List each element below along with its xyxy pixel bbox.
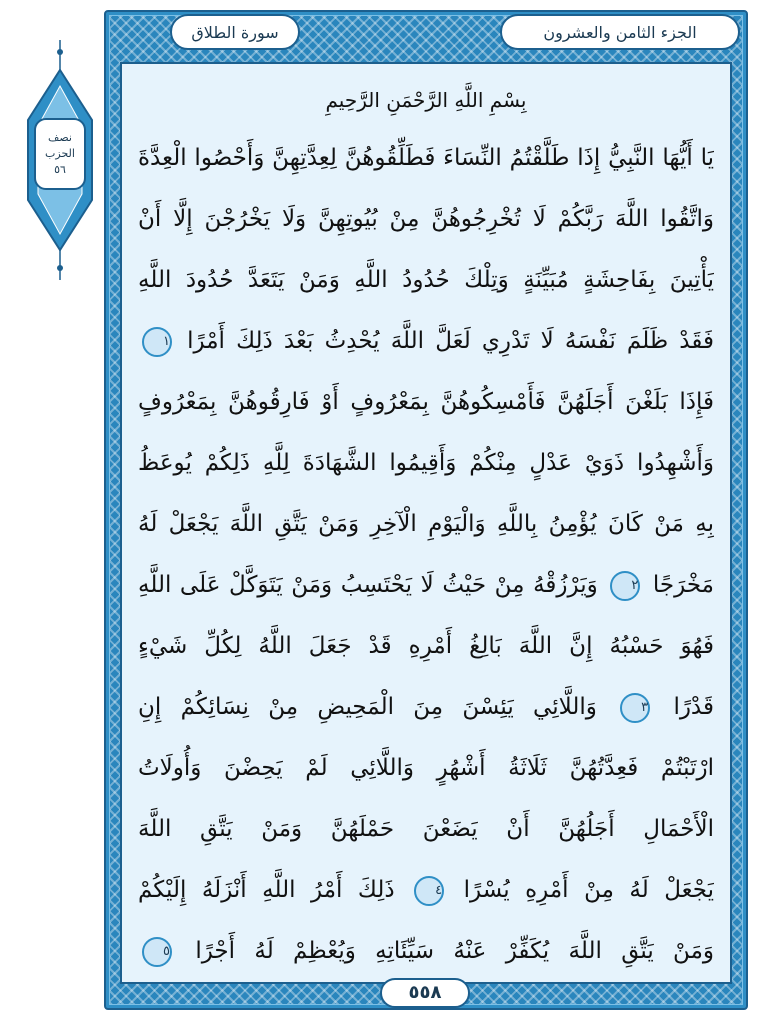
verse-lines xyxy=(138,128,714,982)
ayah-number-marker: ٢ xyxy=(610,571,640,601)
hizb-label-text: الحزب xyxy=(45,147,75,160)
ayah-number-marker: ٤ xyxy=(414,876,444,906)
surah-title-text: سورة الطلاق xyxy=(191,22,279,42)
hizb-label-box xyxy=(34,118,86,190)
ayah-number-marker: ٥ xyxy=(142,937,172,967)
juz-title-text: الجزء الثامن والعشرون xyxy=(543,22,697,42)
verse-line: الْأَحْمَالِ أَجَلُهُنَّ أَنْ يَضَعْنَ حَمْلَهُنَّ وَمَنْ يَتَّقِ اللَّهَ xyxy=(138,816,714,842)
verse-line: فَقَدْ ظَلَمَ نَفْسَهُ لَا تَدْرِي لَعَلَّ اللَّهَ يُحْدِثُ بَعْدَ ذَلِكَ أَمْرًا ١ xyxy=(138,311,714,372)
verse-line: يَا أَيُّهَا النَّبِيُّ إِذَا طَلَّقْتُمُ النِّسَاءَ فَطَلِّقُوهُنَّ لِعِدَّتِهِنَّ وَأَحْصُوا الْعِدَّةَ xyxy=(138,145,714,171)
verse-line: يَأْتِينَ بِفَاحِشَةٍ مُبَيِّنَةٍ وَتِلْكَ حُدُودُ اللَّهِ وَمَنْ يَتَعَدَّ حُدُودَ اللَّهِ xyxy=(138,267,714,293)
verse-line: فَهُوَ حَسْبُهُ إِنَّ اللَّهَ بَالِغُ أَمْرِهِ قَدْ جَعَلَ اللَّهُ لِكُلِّ شَيْءٍ xyxy=(138,633,714,659)
basmala: بِسْمِ اللَّهِ الرَّحْمَنِ الرَّحِيمِ xyxy=(325,88,527,112)
verse-line: وَأَشْهِدُوا ذَوَيْ عَدْلٍ مِنْكُمْ وَأَقِيمُوا الشَّهَادَةَ لِلَّهِ ذَلِكُمْ يُوعَظُ xyxy=(138,450,714,476)
page-number: ٥٥٨ xyxy=(380,978,470,1008)
verse-line: وَاتَّقُوا اللَّهَ رَبَّكُمْ لَا تُخْرِجُوهُنَّ مِنْ بُيُوتِهِنَّ وَلَا يَخْرُجْنَ إِلَّا أَنْ xyxy=(138,206,714,232)
verse-line: يَجْعَلْ لَهُ مِنْ أَمْرِهِ يُسْرًا ٤ ذَلِكَ أَمْرُ اللَّهِ أَنْزَلَهُ إِلَيْكُمْ xyxy=(138,860,714,921)
verse-line: فَإِذَا بَلَغْنَ أَجَلَهُنَّ فَأَمْسِكُوهُنَّ بِمَعْرُوفٍ أَوْ فَارِقُوهُنَّ بِمَعْرُوفٍ xyxy=(138,389,714,415)
juz-title xyxy=(500,14,740,50)
verse-line: قَدْرًا ٣ وَاللَّائِي يَئِسْنَ مِنَ الْمَحِيضِ مِنْ نِسَائِكُمْ إِنِ xyxy=(138,677,714,738)
hizb-number-text: ٥٦ xyxy=(54,163,66,176)
ayah-number-marker: ١ xyxy=(142,327,172,357)
verse-line: مَخْرَجًا ٢ وَيَرْزُقْهُ مِنْ حَيْثُ لَا يَحْتَسِبُ وَمَنْ يَتَوَكَّلْ عَلَى اللَّهِ xyxy=(138,555,714,616)
verse-line: وَمَنْ يَتَّقِ اللَّهَ يُكَفِّرْ عَنْهُ سَيِّئَاتِهِ وَيُعْظِمْ لَهُ أَجْرًا ٥ xyxy=(138,921,714,982)
hizb-quarter-text: نصف xyxy=(48,131,72,144)
verse-line: ارْتَبْتُمْ فَعِدَّتُهُنَّ ثَلَاثَةُ أَشْهُرٍ وَاللَّائِي لَمْ يَحِضْنَ وَأُولَاتُ xyxy=(138,755,714,781)
verse-line: بِهِ مَنْ كَانَ يُؤْمِنُ بِاللَّهِ وَالْيَوْمِ الْآخِرِ وَمَنْ يَتَّقِ اللَّهَ يَجْعَلْ لَهُ xyxy=(138,511,714,537)
ayah-number-marker: ٣ xyxy=(620,693,650,723)
surah-title xyxy=(170,14,300,50)
